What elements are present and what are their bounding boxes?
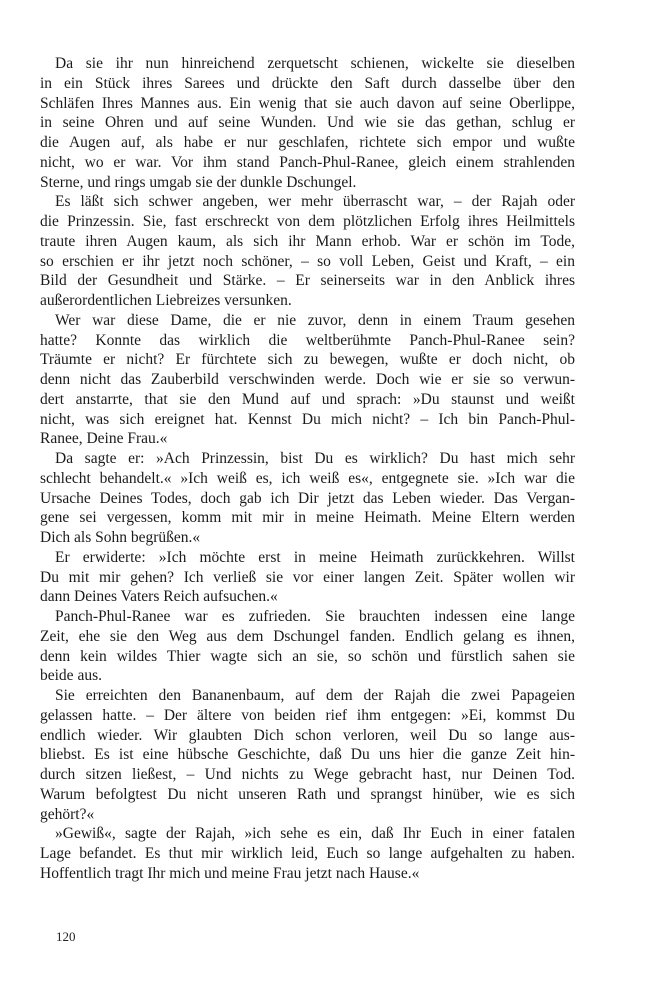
text-line: Da sagte er: »Ach Prinzessin, bist Du es wirklich? Du hast mich sehr <box>55 450 575 467</box>
text-line: Sterne, und rings umgab sie der dunkle Dschungel. <box>40 173 357 191</box>
paragraph <box>40 54 575 192</box>
text-line: Lage befandet. Es thut mir wirklich leid, Euch so lange aufgehalten zu haben. <box>40 845 575 862</box>
text-line: Panch-Phul-Ranee war es zufrieden. Sie brauchten indessen eine lange <box>55 608 575 625</box>
text-line: hatte? Konnte das wirklich die weltberühmte Panch-Phul-Ranee sein? <box>40 331 575 349</box>
text-line: gelassen hatte. – Der ältere von beiden rief ihm entgegen: »Ei, kommst Du <box>40 706 575 724</box>
text-block <box>40 54 575 884</box>
text-line: Ranee, Deine Frau.« <box>40 430 168 448</box>
text-line: denn kein wildes Thier wagte sich an sie, so schön und fürstlich sahen sie <box>40 647 575 665</box>
page-number: 120 <box>56 929 76 944</box>
text-line: die Augen auf, als habe er nur geschlafen, richtete sich empor und wußte <box>40 134 575 151</box>
text-line: nicht, was sich ereignet hat. Kennst Du mich nicht? – Ich bin Panch-Phul- <box>40 410 575 428</box>
paragraph <box>40 548 575 607</box>
text-line: Zeit, ehe sie den Weg aus dem Dschungel fanden. Endlich gelang es ihnen, <box>40 627 575 645</box>
text-line: »Gewiß«, sagte der Rajah, »ich sehe es ein, daß Ihr Euch in einer fatalen <box>55 825 575 843</box>
paragraph <box>40 607 575 686</box>
text-line: in ein Stück ihres Sarees und drückte den Saft durch dasselbe über den <box>40 74 575 92</box>
paragraph <box>40 824 575 883</box>
text-line: dann Deines Vaters Reich aufsuchen.« <box>40 588 278 606</box>
text-line: endlich wieder. Wir glaubten Dich schon verloren, weil Du so lange aus- <box>40 726 575 744</box>
text-line: Träumte er nicht? Er fürchtete sich zu bewegen, wußte er doch nicht, ob <box>40 351 575 369</box>
text-line: schlecht behandelt.« »Ich weiß es, ich weiß es«, entgegnete sie. »Ich war die <box>40 469 575 487</box>
text-line: durch sitzen ließest, – Und nichts zu Wege gebracht hast, nur Deinen Tod. <box>40 766 575 783</box>
paragraph <box>40 449 575 548</box>
paragraph <box>40 192 575 311</box>
text-line: gehört?« <box>40 805 95 823</box>
text-line: außerordentlichen Liebreizes versunken. <box>40 292 292 309</box>
text-line: Er erwiderte: »Ich möchte erst in meine Heimath zurückkehren. Willst <box>55 548 575 566</box>
text-line: Ursache Deines Todes, doch gab ich Dir jetzt das Leben wieder. Das Vergan- <box>40 489 575 507</box>
text-line: bliebst. Es ist eine hübsche Geschichte, daß Du uns hier die ganze Zeit hin- <box>40 746 575 764</box>
text-line: beide aus. <box>40 667 102 685</box>
text-line: nicht, wo er war. Vor ihm stand Panch-Phul-Ranee, gleich einem strahlenden <box>40 153 575 171</box>
text-line: Warum befolgtest Du nicht unseren Rath und sprangst hinüber, wie es sich <box>40 785 575 803</box>
text-line: in seine Ohren und auf seine Wunden. Und wie sie das gethan, schlug er <box>40 114 575 132</box>
text-line: Da sie ihr nun hinreichend zerquetscht schienen, wickelte sie dieselben <box>55 55 575 72</box>
text-line: Bild der Gesundheit und Stärke. – Er seinerseits war in den Anblick ihres <box>40 272 575 290</box>
paragraph <box>40 311 575 449</box>
text-line: die Prinzessin. Sie, fast erschreckt von dem plötzlichen Erfolg ihres Heilmittels <box>40 213 575 230</box>
text-line: denn nicht das Zauberbild verschwinden werde. Doch wie er sie so verwun- <box>40 371 575 388</box>
text-line: Du mit mir gehen? Ich verließ sie vor einer langen Zeit. Später wollen wir <box>40 568 575 586</box>
text-line: Es läßt sich schwer angeben, wer mehr überrascht war, – der Rajah oder <box>55 193 575 211</box>
text-line: Hoffentlich tragt Ihr mich und meine Frau jetzt nach Hause.« <box>40 864 420 882</box>
text-line: traute ihren Augen kaum, als sich ihr Mann erhob. War er schön im Tode, <box>40 232 575 250</box>
text-line: Wer war diese Dame, die er nie zuvor, denn in einem Traum gesehen <box>55 311 575 329</box>
paragraph <box>40 686 575 824</box>
text-line: so erschien er ihr jetzt noch schöner, – so voll Leben, Geist und Kraft, – ein <box>40 252 575 270</box>
text-line: gene sei vergessen, komm mit mir in meine Heimath. Meine Eltern werden <box>40 509 575 527</box>
text-line: Sie erreichten den Bananenbaum, auf dem der Rajah die zwei Papageien <box>55 687 575 704</box>
text-line: Schläfen Ihres Mannes aus. Ein wenig that sie auch davon auf seine Oberlippe, <box>40 94 575 112</box>
text-line: dert anstarrte, that sie den Mund auf und sprach: »Du staunst und weißt <box>40 390 575 408</box>
text-line: Dich als Sohn begrüßen.« <box>40 529 201 546</box>
